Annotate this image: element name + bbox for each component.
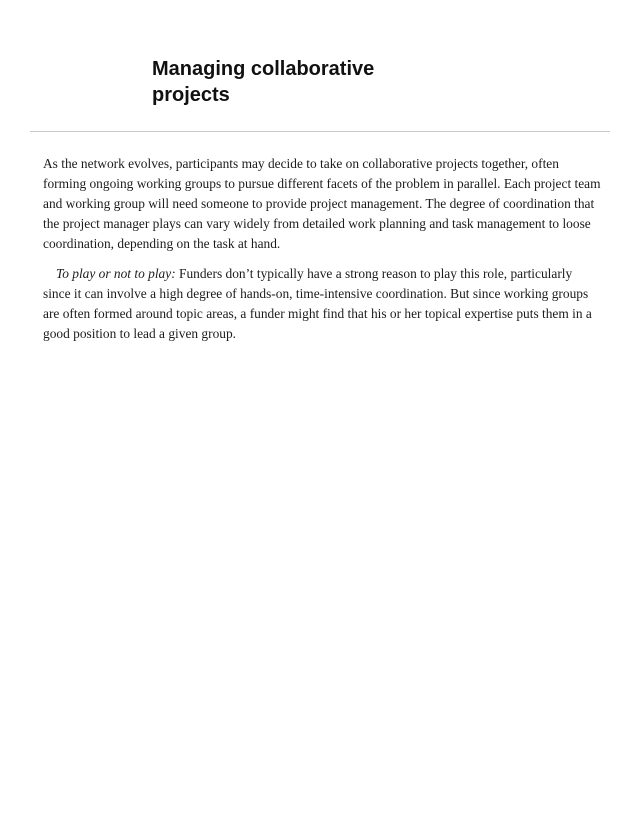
section-divider	[30, 131, 610, 132]
paragraph-lead-in: To play or not to play:	[56, 266, 176, 281]
section-title: Managing collaborative projects	[152, 58, 375, 106]
body-paragraph-1: As the network evolves, participants may decide to take on collaborative projects together, often forming ongoing working groups to pursue different facets of the problem in parallel. Each project team and working group will need someone to provide project management. The degree of coordination that the project manager plays can vary widely from detailed work planning and task management to loose coordination, depending on the task at hand.	[43, 156, 601, 251]
body-paragraph-2	[43, 264, 603, 344]
paragraph-2-text: Funders don’t typically have a strong reason to play this role, particularly since it can involve a high degree of hands-on, time-intensive coordination. But since working groups are often formed around topic areas, a funder might find that his or her topical expertise puts them in a good position to lead a given group.	[43, 266, 592, 341]
